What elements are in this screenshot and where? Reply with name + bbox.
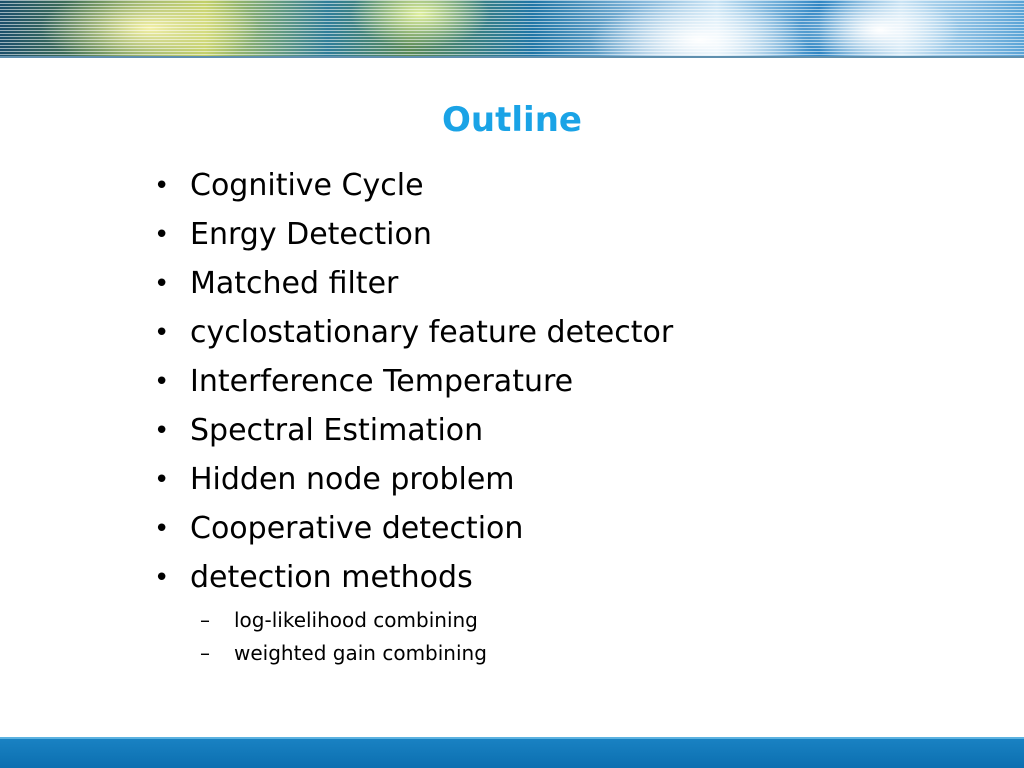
bullet-dot-icon: • [154,220,170,250]
header-decorative-band [0,0,1024,58]
outline-item [152,311,673,360]
footer-decorative-band [0,737,1024,768]
outline-item [152,360,673,409]
outline-item [152,409,673,458]
dash-bullet-icon: – [200,641,210,665]
sub-outline-item [152,638,673,671]
outline-item [152,213,673,262]
bullet-dot-icon: • [154,514,170,544]
outline-item-label: Enrgy Detection [190,217,432,252]
outline-item-label: Spectral Estimation [190,413,484,448]
outline-item-label: detection methods [190,560,473,595]
bullet-dot-icon: • [154,367,170,397]
sub-outline-item-label: weighted gain combining [234,641,487,665]
sub-outline-item [152,605,673,638]
sub-outline-item-label: log-likelihood combining [234,608,478,632]
outline-item-label: Hidden node problem [190,462,515,497]
dash-bullet-icon: – [200,608,210,632]
outline-item-label: Cognitive Cycle [190,168,424,203]
outline-list [152,164,673,671]
outline-item-label: Matched filter [190,266,399,301]
bullet-dot-icon: • [154,269,170,299]
outline-item [152,556,673,605]
sub-list-container [152,605,673,671]
bullet-dot-icon: • [154,318,170,348]
outline-item-label: Cooperative detection [190,511,524,546]
outline-item [152,164,673,213]
slide-title: Outline [442,100,582,140]
outline-item-label: cyclostationary feature detector [190,315,674,350]
outline-item-label: Interference Temperature [190,364,574,399]
bullet-dot-icon: • [154,465,170,495]
outline-item [152,262,673,311]
outline-item [152,458,673,507]
bullet-dot-icon: • [154,171,170,201]
sub-outline-list [152,605,673,671]
bullet-dot-icon: • [154,563,170,593]
outline-item [152,507,673,556]
bullet-dot-icon: • [154,416,170,446]
